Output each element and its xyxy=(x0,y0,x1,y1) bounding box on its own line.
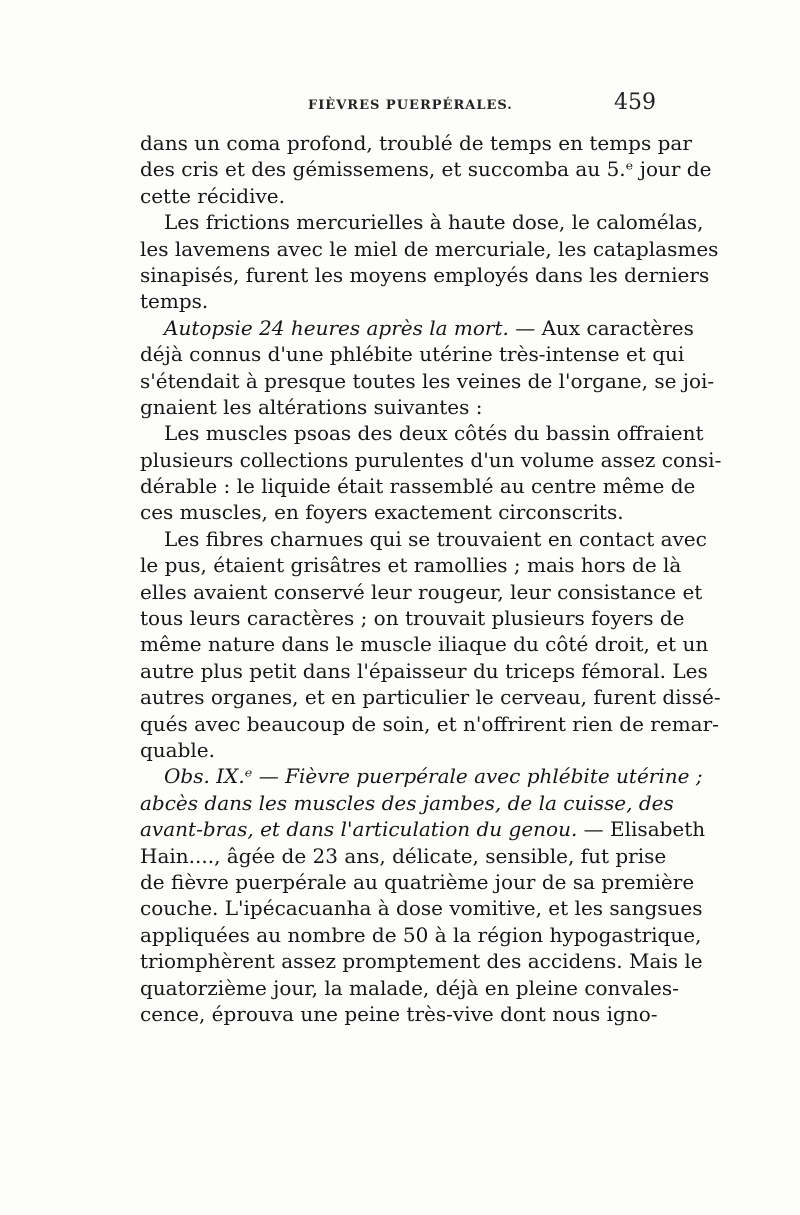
line-text: Les fibres charnues qui se trouvaient en contact avec xyxy=(164,526,707,551)
line-text: Les frictions mercurielles à haute dose, le calomélas, xyxy=(164,210,704,235)
text-line xyxy=(140,658,708,684)
text-line xyxy=(140,341,685,367)
line-text: tous leurs caractères ; on trouvait plusieurs foyers de xyxy=(140,606,685,631)
text-line xyxy=(140,579,703,605)
text-line xyxy=(140,315,694,341)
text-line xyxy=(140,816,706,842)
line-text: quatorzième jour, la malade, déjà en pleine convales- xyxy=(140,975,679,1000)
text-line xyxy=(140,711,719,737)
text-line xyxy=(140,552,682,578)
italic-text: avant-bras, et dans l'articulation du genou. xyxy=(140,817,578,842)
line-text: dans un coma profond, troublé de temps en temps par xyxy=(140,131,692,155)
line-text: quable. xyxy=(140,737,215,762)
line-text: cence, éprouva une peine très-vive dont nous igno- xyxy=(140,1001,658,1026)
text-line xyxy=(140,499,656,525)
page-header xyxy=(140,78,656,118)
line-text: de fièvre puerpérale au quatrième jour de sa première xyxy=(140,869,695,894)
text-line xyxy=(140,895,703,921)
line-text: appliquées au nombre de 50 à la région hypogastrique, xyxy=(140,922,702,947)
text-line xyxy=(140,1001,656,1027)
text-line xyxy=(140,605,685,631)
line-text: temps. xyxy=(140,289,209,314)
line-text: triomphèrent assez promptement des accidens. Mais le xyxy=(140,949,703,974)
text-line xyxy=(140,156,712,182)
text-line xyxy=(140,684,721,710)
line-text: couche. L'ipécacuanha à dose vomitive, et les sangsues xyxy=(140,896,703,921)
line-text: même nature dans le muscle iliaque du côté droit, et un xyxy=(140,632,709,657)
line-text: elles avaient conservé leur rougeur, leur consistance et xyxy=(140,579,703,604)
running-title: FIÈVRES PUERPÉRALES. xyxy=(308,98,513,113)
text-line xyxy=(140,869,695,895)
text-line xyxy=(140,130,692,156)
line-text: s'étendait à presque toutes les veines de l'organe, se joi- xyxy=(140,368,715,393)
line-text: le pus, étaient grisâtres et ramollies ; mais hors de là xyxy=(140,553,682,578)
page-number: 459 xyxy=(614,90,656,115)
text-line xyxy=(140,394,656,420)
text-line xyxy=(140,526,707,552)
line-text: plusieurs collections purulentes d'un volume assez consi- xyxy=(140,447,722,472)
line-text: sinapisés, furent les moyens employés dans les derniers xyxy=(140,262,710,287)
text-line xyxy=(140,262,710,288)
text-line xyxy=(140,183,656,209)
text-line xyxy=(140,631,709,657)
italic-text: abcès dans les muscles des jambes, de la cuisse, des xyxy=(140,790,674,815)
line-text: dérable : le liquide était rassemblé au centre même de xyxy=(140,474,696,499)
text-line xyxy=(140,288,656,314)
line-text: déjà connus d'une phlébite utérine très-intense et qui xyxy=(140,342,685,367)
line-text: les lavemens avec le miel de mercuriale, les cataplasmes xyxy=(140,236,719,261)
line-text: autres organes, et en particulier le cerveau, furent dissé- xyxy=(140,685,721,710)
line-text: gnaient les altérations suivantes : xyxy=(140,394,483,419)
text-line xyxy=(140,236,719,262)
line-text: ces muscles, en foyers exactement circonscrits. xyxy=(140,500,624,525)
line-text: Hain...., âgée de 23 ans, délicate, sensible, fut prise xyxy=(140,843,667,868)
text-line xyxy=(140,763,703,789)
line-text: Les muscles psoas des deux côtés du bassin offraient xyxy=(164,421,704,446)
italic-text: Autopsie 24 heures après la mort. xyxy=(164,315,509,340)
text-line xyxy=(140,447,722,473)
line-text: — Elisabeth xyxy=(577,817,706,842)
text-line xyxy=(140,420,704,446)
line-text: qués avec beaucoup de soin, et n'offrirent rien de remar- xyxy=(140,711,719,736)
text-line xyxy=(140,737,656,763)
line-text: des cris et des gémissemens, et succomba au 5.ᵉ jour de xyxy=(140,157,712,182)
text-line xyxy=(140,975,679,1001)
italic-text: Obs. IX.ᵉ — Fièvre puerpérale avec phlébite utérine ; xyxy=(164,764,703,789)
text-line xyxy=(140,473,696,499)
body-text xyxy=(140,130,722,1027)
text-line xyxy=(140,790,674,816)
line-text: autre plus petit dans l'épaisseur du triceps fémoral. Les xyxy=(140,658,708,683)
line-text: cette récidive. xyxy=(140,183,285,208)
text-line xyxy=(140,209,704,235)
text-line xyxy=(140,368,715,394)
text-line xyxy=(140,843,667,869)
text-line xyxy=(140,948,703,974)
line-text: — Aux caractères xyxy=(508,315,694,340)
text-line xyxy=(140,922,702,948)
